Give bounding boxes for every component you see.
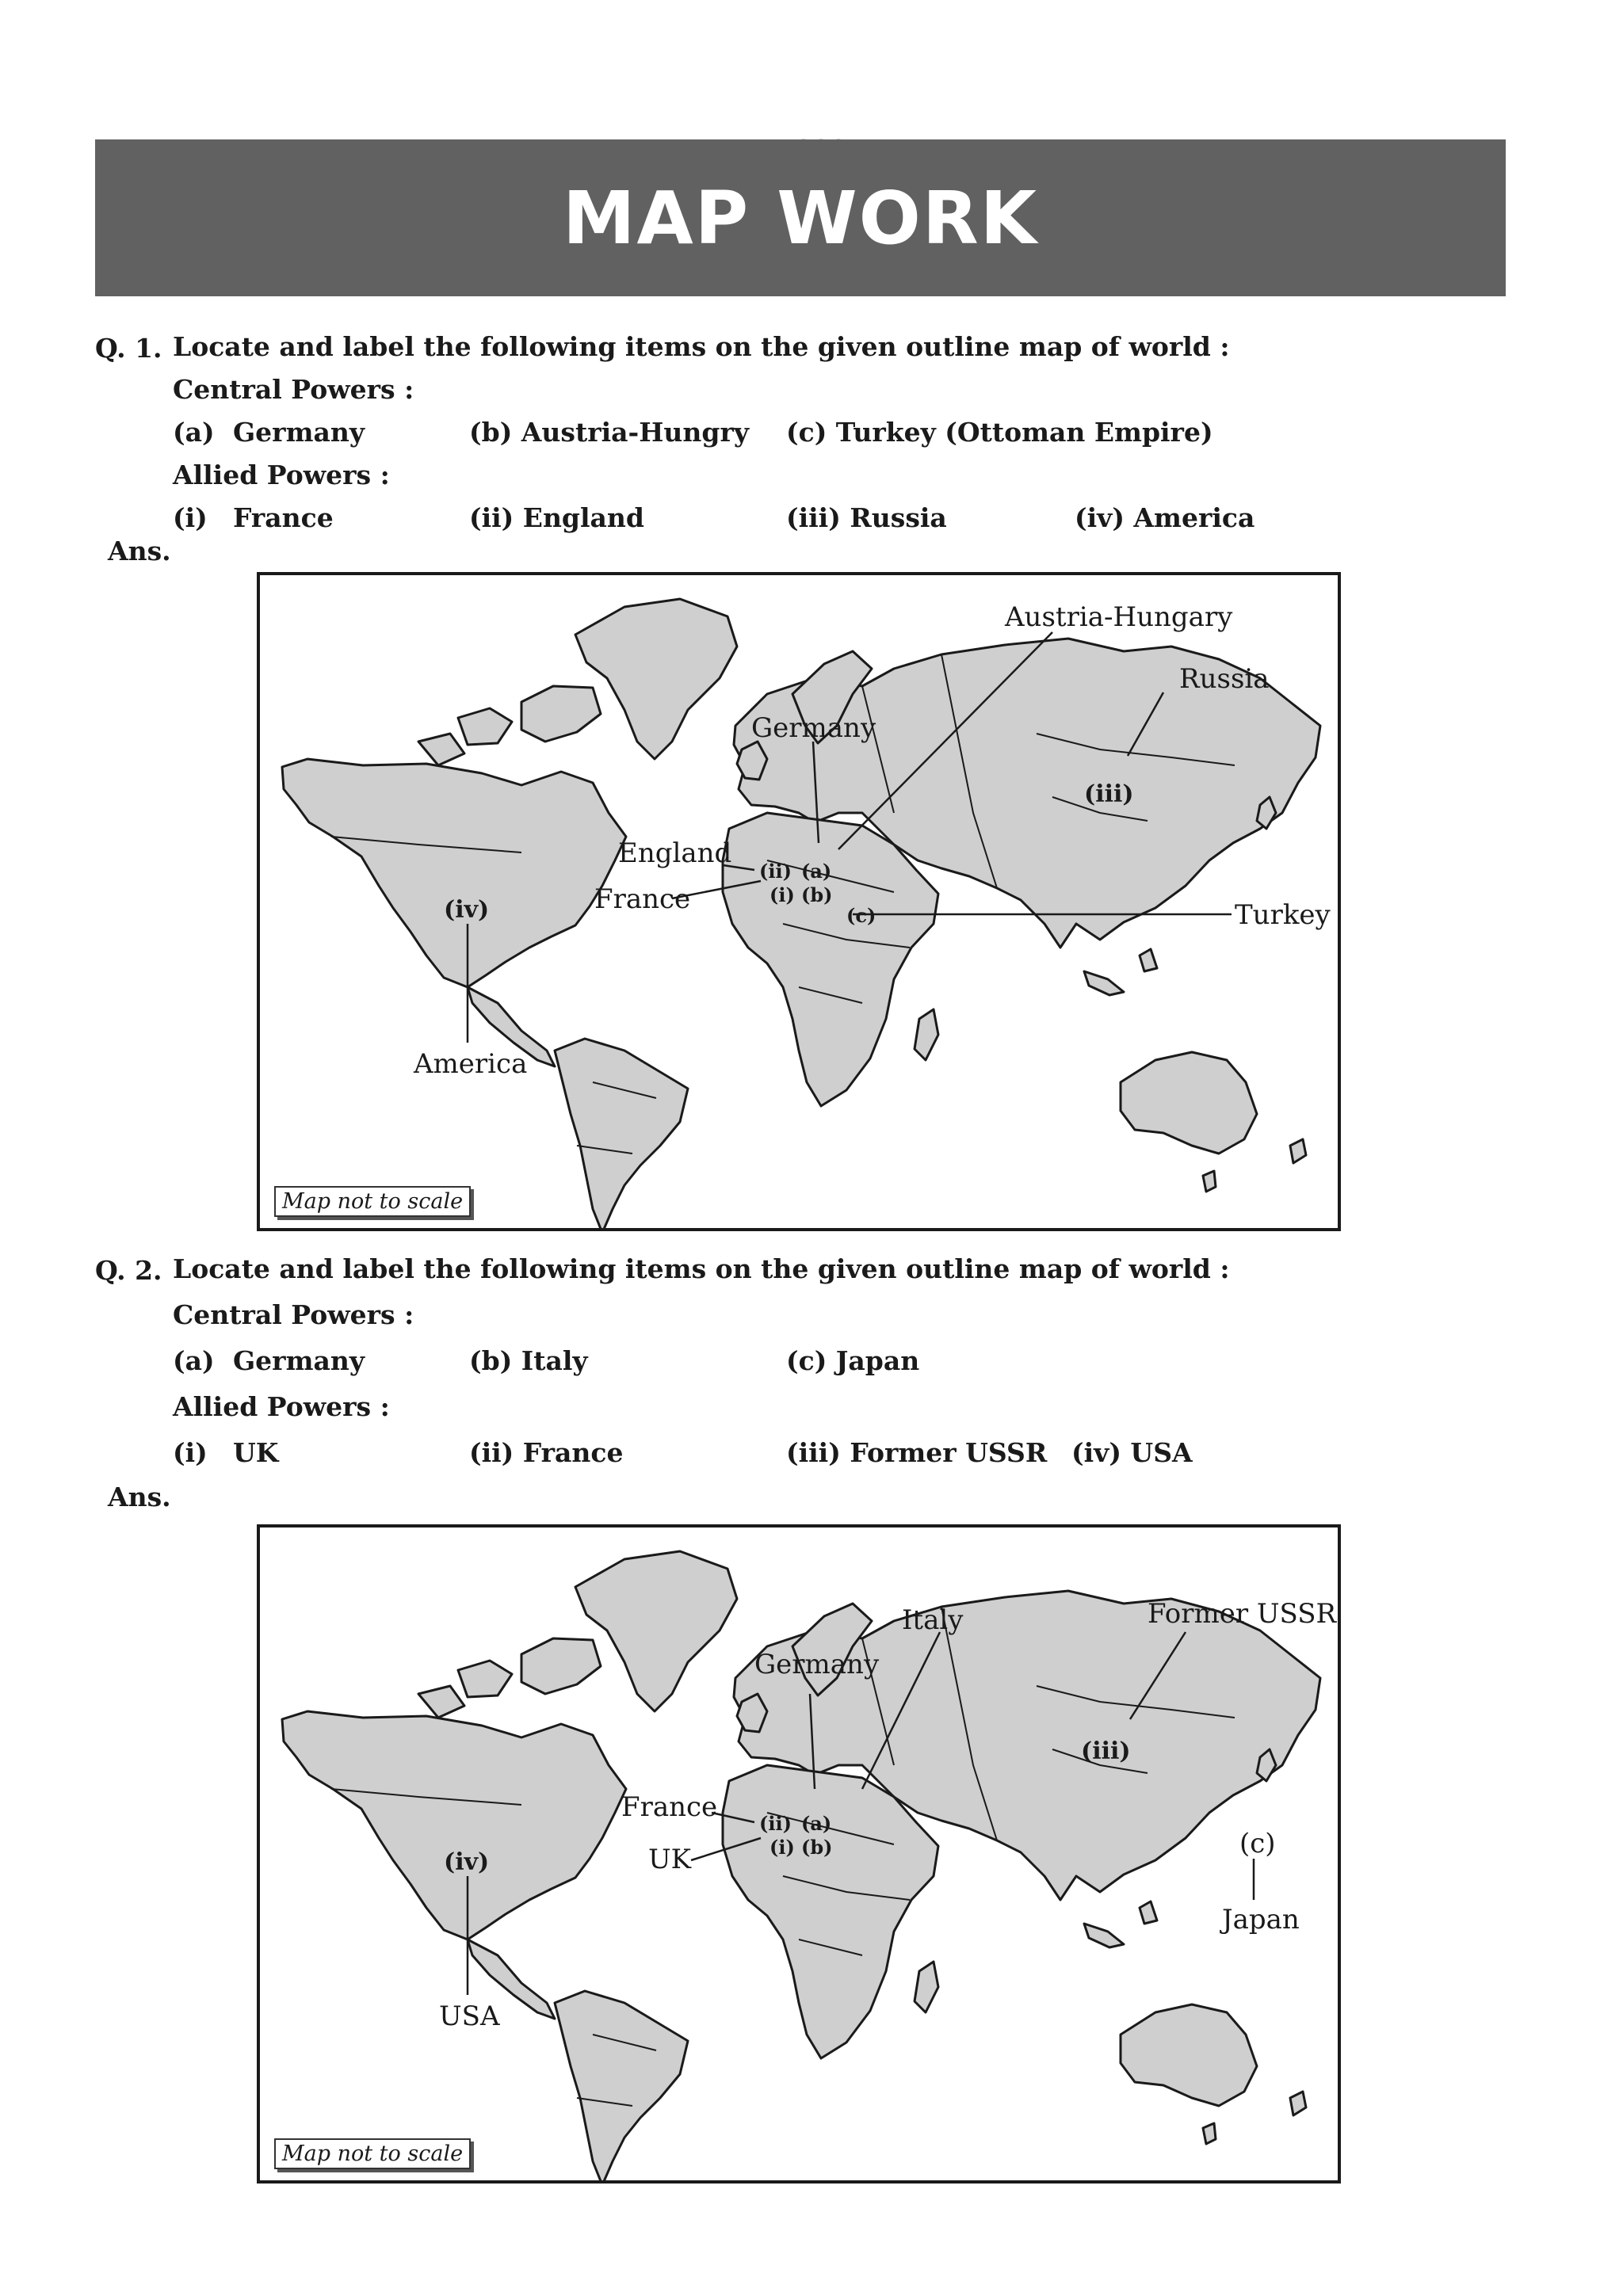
q2-label-france: France	[621, 1791, 718, 1823]
q1-label-turkey: Turkey	[1235, 899, 1331, 931]
q1-label-russia: Russia	[1179, 663, 1270, 695]
q1-allied-iv: (iv) America	[1075, 502, 1255, 533]
q1-label-germany: Germany	[751, 712, 876, 744]
q2-central-a-marker: (a)	[173, 1345, 215, 1376]
q1-marker-iv: (iv)	[444, 896, 490, 924]
q2-world-map	[257, 1524, 1341, 2183]
q2-marker-ii: (ii)	[759, 1812, 792, 1835]
q2-label-usa: USA	[439, 2000, 500, 2032]
q2-continents	[282, 1551, 1320, 2183]
q2-allied-heading: Allied Powers :	[173, 1391, 390, 1422]
q2-central-c: (c) Japan	[786, 1345, 920, 1376]
q1-central-b: (b) Austria-Hungry	[469, 417, 750, 448]
q2-label-uk: UK	[648, 1844, 692, 1875]
q2-label-japan: Japan	[1222, 1904, 1300, 1936]
q2-scale-note: Map not to scale	[274, 2138, 471, 2169]
q2-map-svg	[260, 1527, 1341, 2183]
q2-label-italy: Italy	[902, 1604, 964, 1636]
question-2-number: Q. 2.	[95, 1255, 162, 1286]
q1-central-heading: Central Powers :	[173, 374, 414, 405]
q1-label-england: England	[618, 837, 732, 869]
q2-allied-ii: (ii) France	[469, 1437, 624, 1468]
q2-marker-i: (i)	[769, 1836, 795, 1859]
q1-marker-i: (i)	[769, 883, 795, 906]
q2-central-b: (b) Italy	[469, 1345, 588, 1376]
q2-answer-label: Ans.	[108, 1482, 171, 1512]
q1-marker-c: (c)	[846, 904, 876, 927]
q1-allied-i: France	[233, 502, 334, 533]
q1-map-svg	[260, 575, 1341, 1231]
q2-central-heading: Central Powers :	[173, 1299, 414, 1330]
title-banner	[95, 139, 1506, 296]
q2-marker-c: (c)	[1239, 1828, 1276, 1859]
q1-label-france: France	[594, 883, 691, 915]
q2-label-ussr: Former USSR	[1148, 1598, 1337, 1630]
q1-central-c: (c) Turkey (Ottoman Empire)	[786, 417, 1213, 448]
q1-central-a-marker: (a)	[173, 417, 215, 448]
q2-central-a: Germany	[233, 1345, 365, 1376]
q1-marker-iii: (iii)	[1084, 780, 1134, 808]
q2-allied-iv: (iv) USA	[1071, 1437, 1193, 1468]
q2-marker-b: (b)	[801, 1836, 833, 1859]
question-2-prompt: Locate and label the following items on the given outline map of world :	[173, 1253, 1230, 1284]
q1-central-a: Germany	[233, 417, 365, 448]
q1-label-austria: Austria-Hungary	[1005, 601, 1233, 633]
q1-marker-b: (b)	[801, 883, 833, 906]
q2-label-germany: Germany	[754, 1649, 880, 1680]
q1-scale-note: Map not to scale	[274, 1186, 471, 1217]
question-1-prompt: Locate and label the following items on the given outline map of world :	[173, 331, 1230, 362]
q2-marker-iii: (iii)	[1081, 1737, 1131, 1765]
q1-label-america: America	[414, 1048, 528, 1080]
q1-answer-label: Ans.	[108, 536, 171, 566]
q1-allied-i-marker: (i)	[173, 502, 208, 533]
q2-marker-iv: (iv)	[444, 1848, 490, 1876]
question-1-number: Q. 1.	[95, 333, 162, 364]
q1-allied-ii: (ii) England	[469, 502, 644, 533]
q1-world-map	[257, 572, 1341, 1231]
q1-marker-ii: (ii)	[759, 860, 792, 883]
q2-marker-a: (a)	[801, 1812, 832, 1835]
q1-allied-iii: (iii) Russia	[786, 502, 947, 533]
page-title: MAP WORK	[562, 175, 1039, 261]
q1-marker-a: (a)	[801, 860, 832, 883]
q1-allied-heading: Allied Powers :	[173, 460, 390, 490]
q2-allied-i-marker: (i)	[173, 1437, 208, 1468]
q2-allied-i: UK	[233, 1437, 279, 1468]
q2-allied-iii: (iii) Former USSR	[786, 1437, 1048, 1468]
